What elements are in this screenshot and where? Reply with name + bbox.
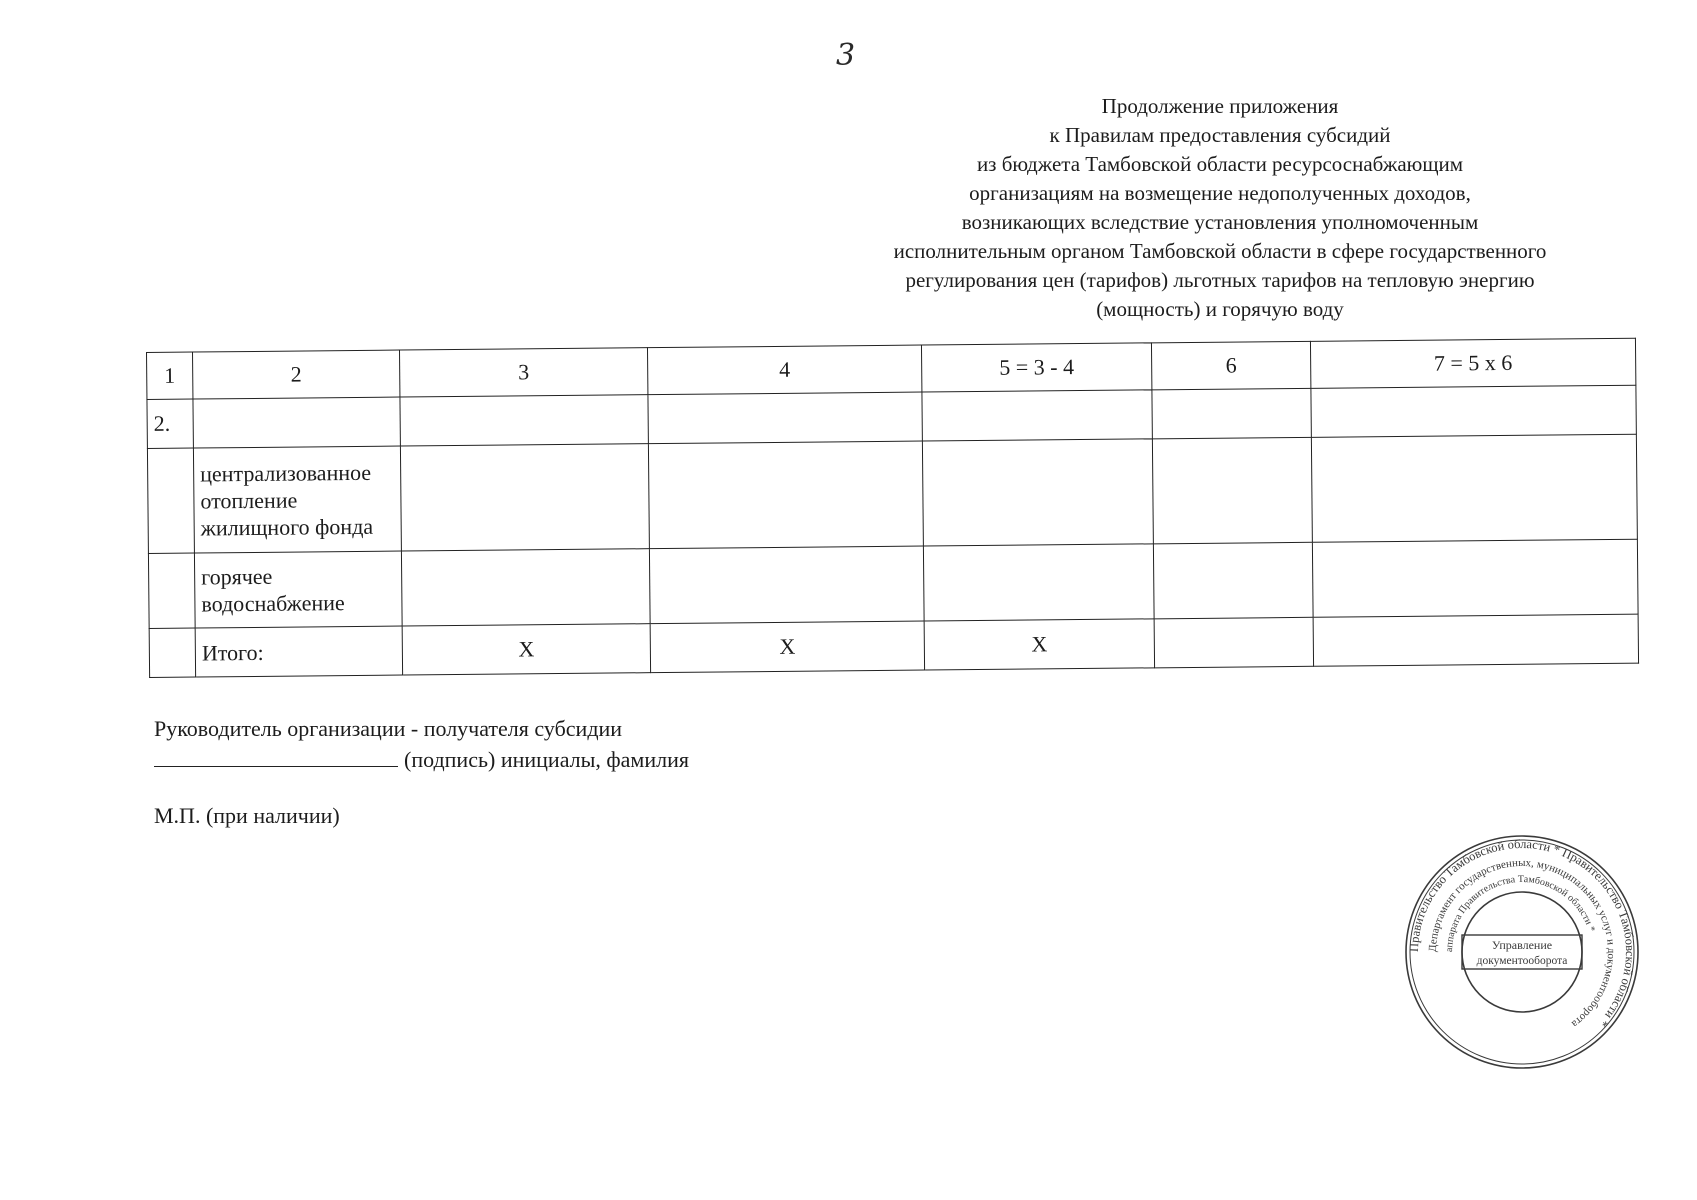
- subsidy-table: [146, 338, 1639, 678]
- seal-center-line2: документооборота: [1476, 955, 1568, 967]
- signature-line: [154, 744, 689, 773]
- row-number: [148, 553, 195, 628]
- seal-ring: [1462, 892, 1582, 1012]
- appendix-header: [800, 92, 1640, 324]
- page-number: 3: [836, 38, 856, 73]
- table-cell: [1313, 614, 1638, 666]
- seal-stamp-icon: [1402, 832, 1642, 1072]
- table-cell: [1152, 437, 1312, 544]
- table-cell: [1152, 388, 1311, 439]
- table-cell: [648, 392, 922, 444]
- table-cell: [922, 390, 1152, 441]
- header-line: из бюджета Тамбовской области ресурсоснабжающим: [976, 152, 1464, 176]
- header-line: Продолжение приложения: [1101, 94, 1339, 118]
- seal-center-line1: Управление: [1491, 938, 1553, 952]
- table-cell: Х: [924, 619, 1154, 670]
- organization-head-label: Руководитель организации - получателя субсидии: [154, 716, 623, 741]
- table-cell: [1311, 385, 1636, 437]
- header-line: исполнительным органом Тамбовской области в сфере государственного: [893, 239, 1547, 263]
- row-number: [149, 628, 195, 677]
- seal-middle-text: Департамент государственных, муниципальных услуг и документооборота: [1426, 856, 1618, 1030]
- official-seal: [1402, 832, 1642, 1072]
- header-line: организациям на возмещение недополученных доходов,: [969, 181, 1471, 205]
- column-header: 6: [1151, 341, 1310, 390]
- table-row: [147, 434, 1637, 553]
- seal-inner-text: аппарата Правительства Тамбовской области *: [1443, 873, 1597, 953]
- table-cell: [401, 549, 650, 626]
- row-label: централизованное отопление жилищного фонда: [193, 446, 401, 553]
- header-line: (мощность) и горячую воду: [1096, 297, 1344, 321]
- seal-outer-text: Правительство Тамбовской области * Правительство Тамбовской области *: [1406, 836, 1638, 1030]
- table-cell: [648, 441, 923, 549]
- column-header: 5 = 3 - 4: [921, 343, 1151, 392]
- column-header: 1: [147, 352, 193, 399]
- row-number: 2.: [147, 399, 193, 448]
- table-cell: [400, 395, 648, 446]
- table-cell: Х: [402, 624, 650, 675]
- row-label: [193, 397, 400, 448]
- table-row: [148, 539, 1638, 628]
- column-header: 3: [399, 348, 647, 397]
- column-header: 4: [647, 345, 921, 395]
- table-cell: [1311, 434, 1637, 542]
- table-cell: [923, 544, 1154, 621]
- row-number: [147, 448, 194, 553]
- table-cell: [922, 439, 1153, 546]
- table-cell: [649, 546, 924, 624]
- signature-blank: [154, 744, 398, 767]
- stamp-note: М.П. (при наличии): [154, 803, 340, 828]
- row-label: горячее водоснабжение: [194, 551, 402, 628]
- header-line: регулирования цен (тарифов) льготных тарифов на тепловую энергию: [905, 268, 1535, 292]
- header-line: возникающих вследствие установления уполномоченным: [961, 210, 1479, 234]
- table-cell: [1153, 542, 1313, 619]
- table-cell: [1312, 539, 1638, 617]
- table-cell: [1154, 617, 1313, 668]
- table-cell: [400, 444, 649, 551]
- column-header: 2: [193, 350, 400, 399]
- header-line: к Правилам предоставления субсидий: [1049, 123, 1391, 147]
- signature-caption: (подпись) инициалы, фамилия: [404, 747, 690, 772]
- column-header: 7 = 5 х 6: [1310, 338, 1635, 388]
- table-cell: Х: [650, 621, 924, 673]
- row-label: Итого:: [195, 626, 402, 677]
